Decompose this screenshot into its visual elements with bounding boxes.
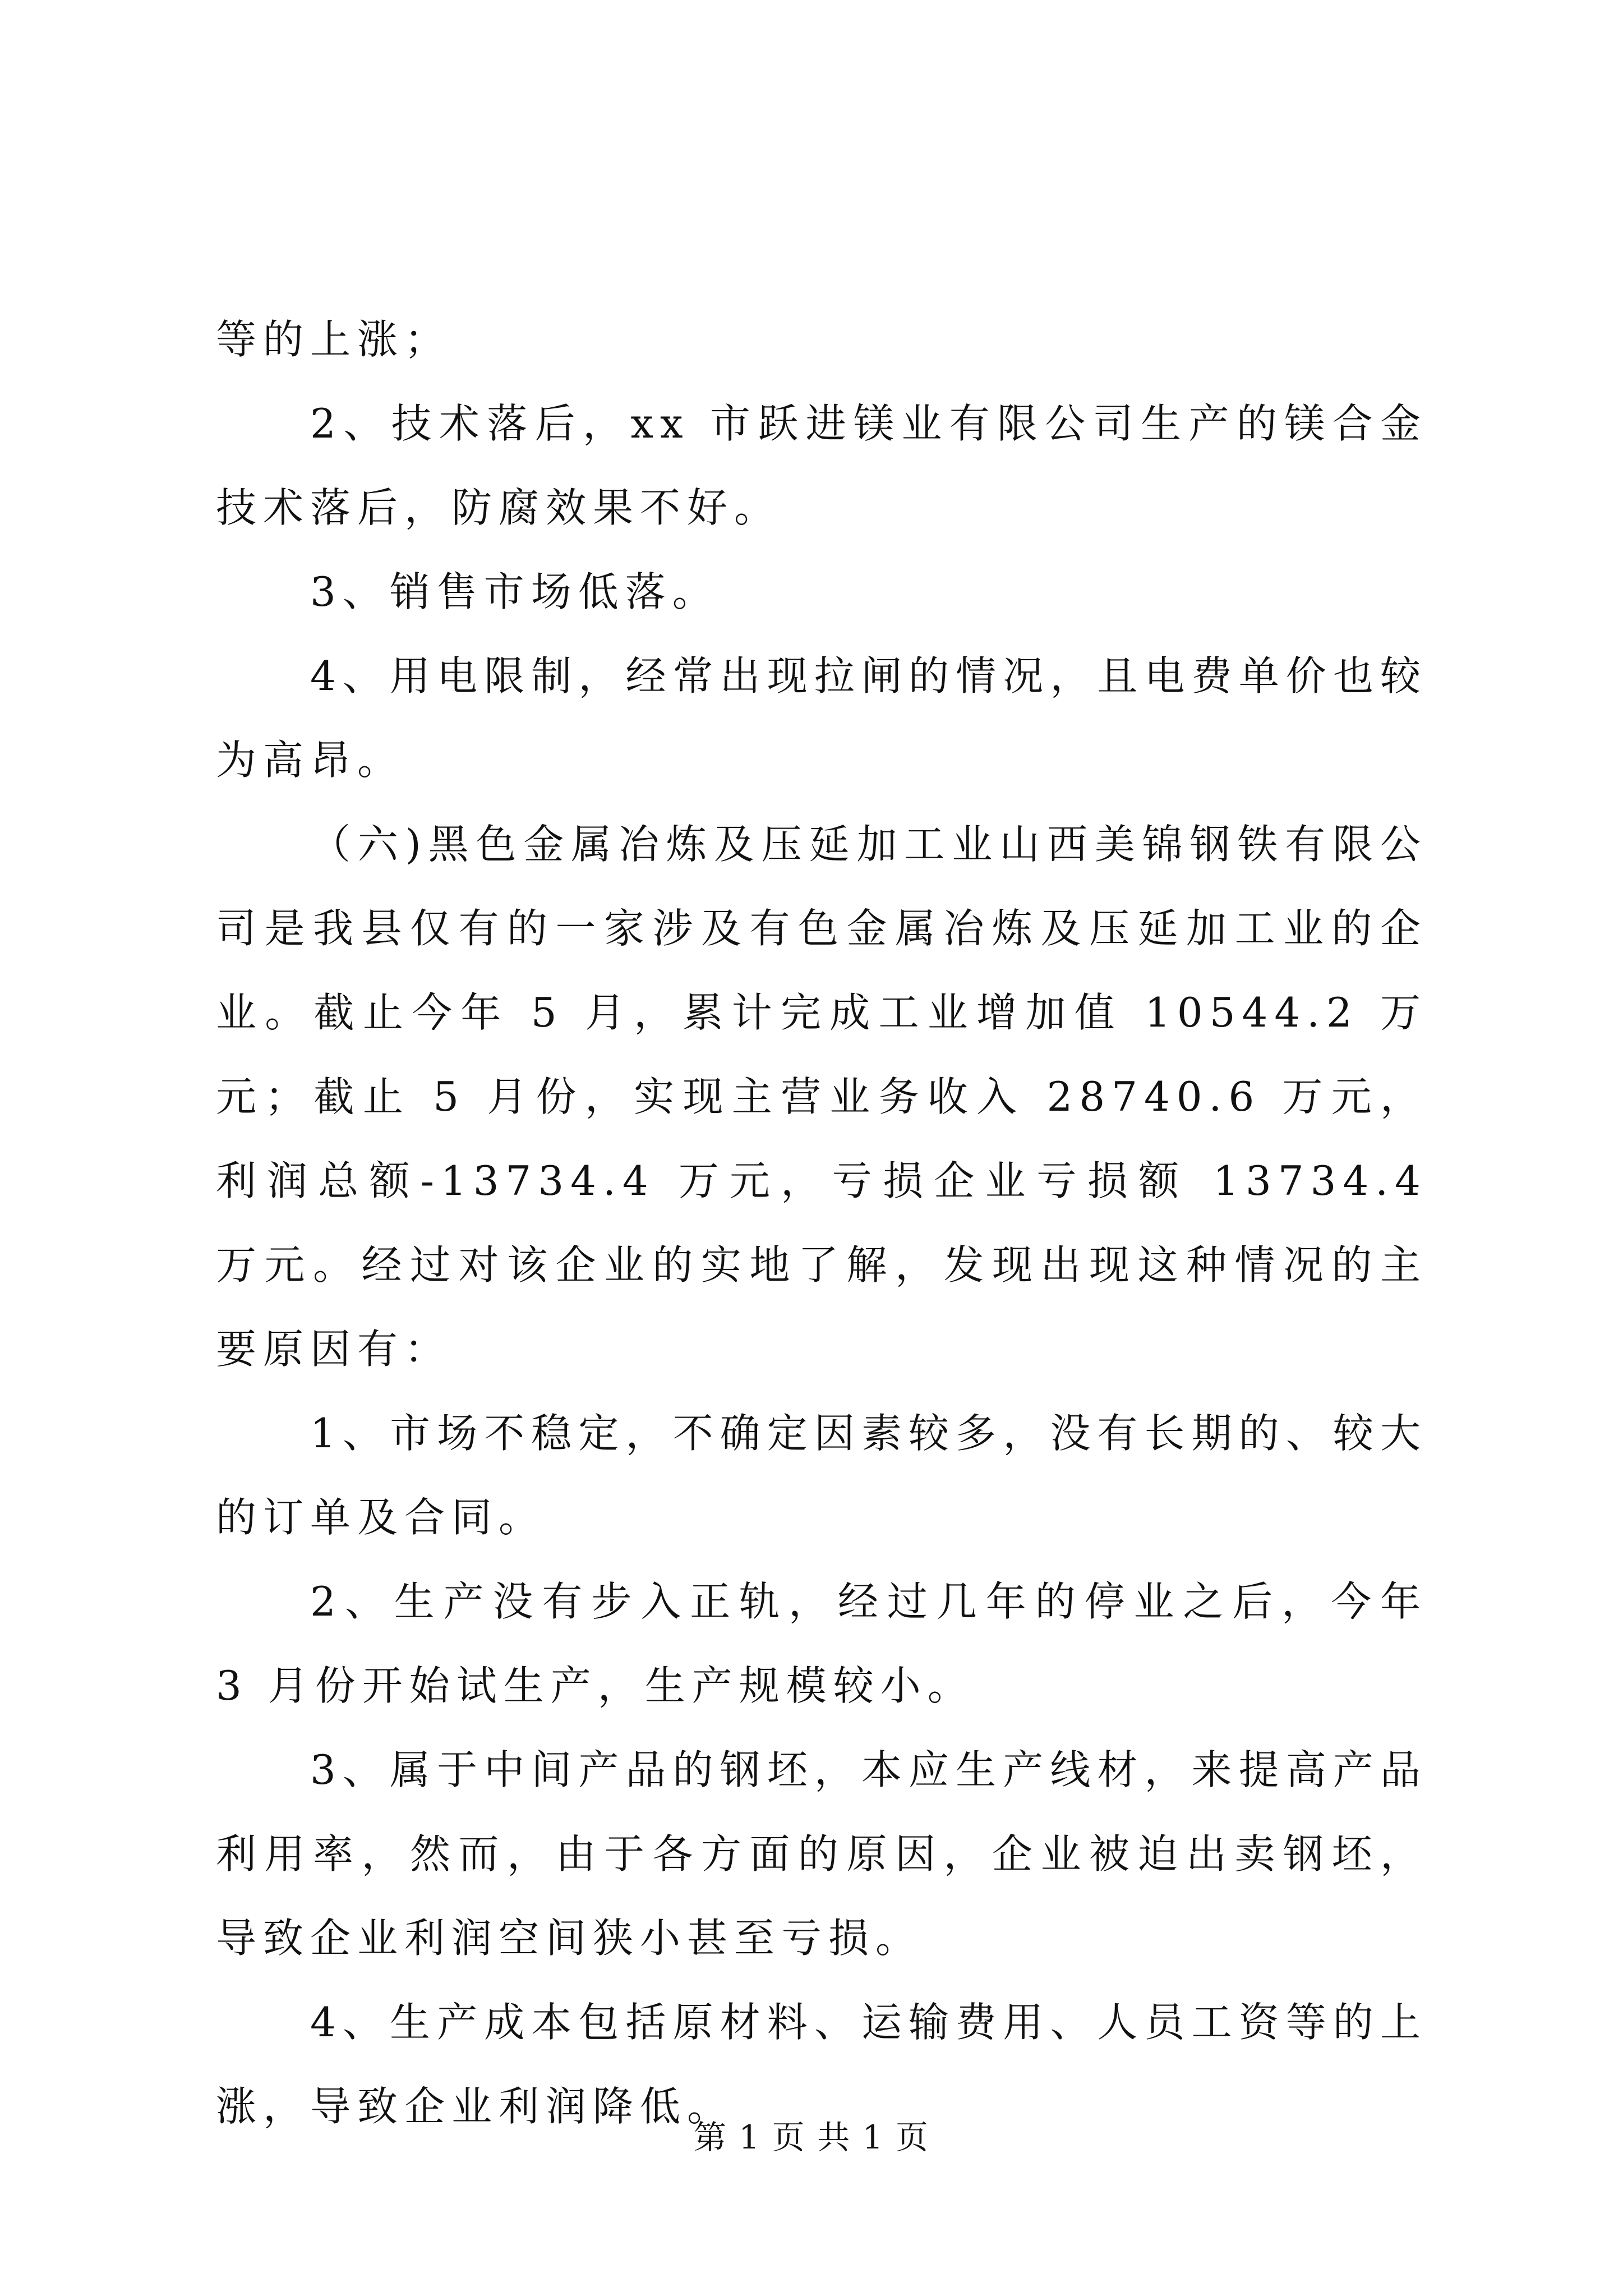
page-footer: 第 1 页 共 1 页 [694,2118,929,2156]
paragraph-7: 2、生产没有步入正轨，经过几年的停业之后，今年 3 月份开始试生产，生产规模较小。 [216,1578,1427,1709]
paragraph-5: （六)黑色金属冶炼及压延加工业山西美锦钢铁有限公司是我县仅有的一家涉及有色金属冶炼及压延加工业的企业。截止今年 5 月，累计完成工业增加值 10544.2 万元；截止 5 月份，实现主营业务收入 28740.6 万元，利润总额-13734.4 万元，亏损企业亏损额 13734.4 万元。经过对该企业的实地了解，发现出现这种情况的主要原因有： [216,821,1427,1373]
paragraph-1: 等的上涨； [216,316,452,363]
paragraph-6: 1、市场不稳定，不确定因素较多，没有长期的、较大的订单及合同。 [216,1410,1427,1541]
document-body [216,297,1427,2148]
paragraph-8: 3、属于中间产品的钢坯，本应生产线材，来提高产品利用率，然而，由于各方面的原因，企业被迫出卖钢坯，导致企业利润空间狭小甚至亏损。 [216,1746,1427,1962]
paragraph-4: 4、用电限制，经常出现拉闸的情况，且电费单价也较为高昂。 [216,652,1427,784]
paragraph-9: 4、生产成本包括原材料、运输费用、人员工资等的上涨，导致企业利润降低。 [216,1999,1427,2130]
paragraph-2: 2、技术落后，xx 市跃进镁业有限公司生产的镁合金技术落后，防腐效果不好。 [216,400,1427,531]
paragraph-3: 3、销售市场低落。 [310,568,720,615]
